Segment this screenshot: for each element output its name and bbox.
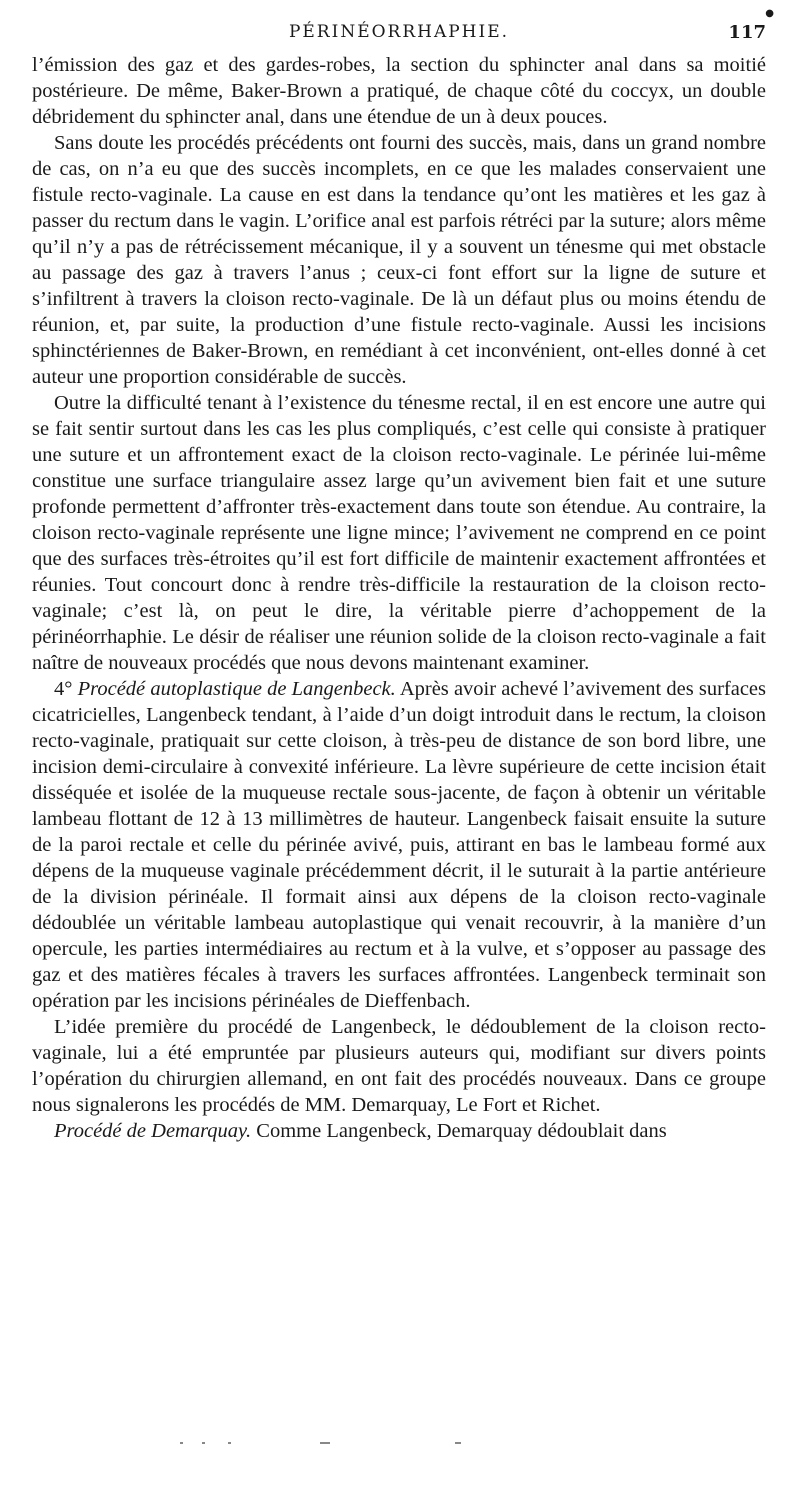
paragraph-5: L’idée première du procédé de Langenbeck, le dédoublement de la cloison recto-vaginale, lui a été empruntée par plusieurs auteurs qui, modifiant sur divers points l’opération du chirurgien allemand, en ont fait des procédés nouveaux. Dans ce groupe nous signalerons les procédés de MM. Demarquay, Le Fort et Richet. bbox=[32, 1016, 766, 1116]
section-langenbeck bbox=[32, 676, 766, 1014]
paragraph-3: Outre la difficulté tenant à l’existence du ténesme rectal, il en est encore une autre qui se fait sentir surtout dans les cas les plus compliqués, c’est celle qui consiste à pratiquer une suture et un affrontement exact de la cloison recto-vaginale. Le périnée lui-même constitue une surface triangulaire assez large qu’un avivement bien fait et une suture profonde permettent d’affronter très-exactement dans toute son étendue. Au contraire, la cloison recto-vaginale représente une ligne mince; l’avivement ne comprend en ce point que des surfaces très-étroites qu’il est fort difficile de maintenir exactement affrontées et réunies. Tout concourt donc à rendre très-difficile la restauration de la cloison recto-vaginale; c’est là, on peut le dire, la véritable pierre d’achoppement de la périnéorrhaphie. Le désir de réaliser une réunion solide de la cloison recto-vaginale a fait naître de nouveaux procédés que nous devons maintenant examiner. bbox=[32, 392, 766, 674]
paragraph-1: l’émission des gaz et des gardes-robes, la section du sphincter anal dans sa moitié postérieure. De même, Baker-Brown a pratiqué, de chaque côté du coccyx, un double débridement du sphincter anal, dans une étendue de un à deux pouces. bbox=[32, 54, 766, 128]
print-speck: ● bbox=[765, 8, 774, 19]
print-mark bbox=[180, 1442, 183, 1444]
print-mark bbox=[455, 1442, 461, 1444]
section-demarquay bbox=[32, 1118, 766, 1144]
running-head bbox=[32, 8, 774, 52]
section-number: 4° bbox=[54, 678, 73, 700]
paragraph-2: Sans doute les procédés précédents ont fourni des succès, mais, dans un grand nombre de cas, on n’a eu que des succès incomplets, en ce que les malades conservaient une fistule recto-vaginale. La cause en est dans la tendance qu’ont les matières et les gaz à passer du rectum dans le vagin. L’orifice anal est parfois rétréci par la suture; alors même qu’il n’y a pas de rétrécissement mécanique, il y a souvent un ténesme qui met obstacle au passage des gaz à travers l’anus ; ceux-ci font effort sur la ligne de suture et s’infiltrent à travers la cloison recto-vaginale. De là un défaut plus ou moins étendu de réunion, et, par suite, la production d’une fistule recto-vaginale. Aussi les incisions sphinctériennes de Baker-Brown, en remédiant à cet inconvénient, ont-elles donné à cet auteur une proportion considérable de succès. bbox=[32, 132, 766, 388]
print-mark bbox=[320, 1442, 330, 1444]
running-title: PÉRINÉORRHAPHIE. bbox=[288, 22, 510, 42]
section-heading-langenbeck: Procédé autoplastique de Langenbeck. bbox=[77, 678, 396, 700]
print-mark bbox=[202, 1442, 205, 1444]
section-heading-demarquay: Procédé de Demarquay. bbox=[54, 1120, 252, 1142]
book-page bbox=[32, 8, 774, 1144]
section-text-langenbeck: Après avoir achevé l’avivement des surfaces cicatricielles, Langenbeck tendant, à l’aide d’un doigt introduit dans le rectum, la cloison recto-vaginale, pratiquait sur cette cloison, à très-peu de distance de son bord libre, une incision demi-circulaire à convexité inférieure. La lèvre supérieure de cette incision était disséquée et isolée de la muqueuse rectale sous-jacente, de façon à obtenir un véritable lambeau flottant de 12 à 13 millimètres de hauteur. Langenbeck faisait ensuite la suture de la paroi rectale et celle du périnée avivé, puis, attirant en bas le lambeau formé aux dépens de la muqueuse vaginale précédemment décrit, il le suturait à la partie antérieure de la division périnéale. Il formait ainsi aux dépens de la cloison recto-vaginale dédoublée un véritable lambeau autoplastique qui venait recouvrir, à la manière d’un opercule, les parties intermédiaires au rectum et à la vulve, et s’opposer au passage des gaz et des matières fécales à travers les surfaces affrontées. Langenbeck terminait son opération par les incisions périnéales de Dieffenbach. bbox=[32, 678, 767, 1012]
print-mark bbox=[228, 1442, 231, 1444]
page-number: 117 bbox=[728, 22, 766, 43]
body-text bbox=[32, 52, 766, 1144]
bottom-print-marks bbox=[180, 1442, 480, 1452]
section-text-demarquay: Comme Langenbeck, Demarquay dédoublait dans bbox=[256, 1120, 667, 1142]
